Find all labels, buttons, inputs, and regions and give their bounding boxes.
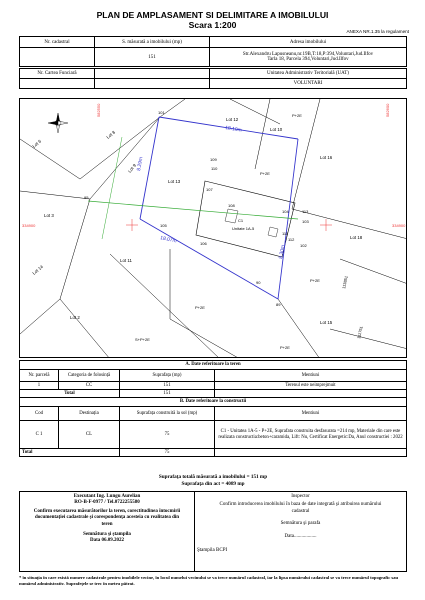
- a-h-suprafata: Suprafața (mp): [120, 370, 215, 382]
- scale-text: Scara 1:200: [188, 20, 237, 30]
- suprafata-value: 151: [95, 48, 210, 67]
- inspector-box: [195, 492, 407, 572]
- b-h-mentiuni: Mentiuni: [215, 407, 407, 421]
- pt-102: 102: [300, 243, 307, 248]
- b-total-empty: [215, 449, 407, 457]
- executant-confirm: Confirm executarea măsurătorilor la teren, corectitudinea întocmirii documentaţiei cadastrale şi corespondenţa acesteia cu realitatea din teren: [33, 508, 181, 527]
- lot-11: Lot 11: [120, 258, 132, 263]
- pt-104: 104: [282, 209, 289, 214]
- plan-svg: [20, 99, 407, 358]
- b-r1-mentiuni: C1 - Unitatea 1A-5 - P+2E, Suprafata construita desfasurata =214 mp, Materiale din care este realizata constructia:beton+caramida, Lift: Nu, Certificat Energetic:Da, Anul constructiei : 2022: [215, 421, 407, 449]
- coord-x1: 334900: [22, 223, 36, 228]
- sect-b-title: B. Date referitoare la constructii: [20, 398, 407, 407]
- lot-16: Lot 16: [320, 155, 333, 160]
- adresa-line2: Tarla 18, Parcela 394,Voluntari,Jud.Ilfov: [267, 57, 349, 62]
- nr-cadastral-value: [20, 48, 95, 67]
- cf-table: [19, 68, 407, 89]
- pt-107: 107: [206, 187, 213, 192]
- adresa-line1: Str.Alexandru Lapusneanu,nr.19B,T:18,P:394,Voluntari,Jud.Ilfov: [242, 52, 374, 57]
- executant-box: [20, 492, 195, 572]
- signature-table: [19, 491, 407, 572]
- cf-empty1: [20, 79, 95, 89]
- b-r1-cod: C 1: [20, 421, 59, 449]
- info-table: [19, 36, 407, 67]
- coord-y2: 582600: [385, 103, 390, 117]
- pt-105: 105: [160, 223, 167, 228]
- a-r1-mentiuni: Terenul este neimprejmuit: [215, 382, 407, 390]
- cf-empty2: [95, 79, 210, 89]
- pt-108: 108: [228, 203, 235, 208]
- pt-113: 113: [302, 209, 309, 214]
- site-plan: [19, 98, 407, 358]
- dim-left: 8.29m: [136, 156, 145, 172]
- lot-10: Lot 10: [270, 127, 283, 132]
- sect-a-title: A. Date referitoare la teren: [20, 361, 407, 370]
- lot-18: Lot 18: [350, 235, 363, 240]
- summary-line1: Suprafaţa totală măsurată a imobilului = 151 mp: [158, 474, 268, 480]
- lot-15: Lot 15: [320, 320, 333, 325]
- lot-6: Lot 6: [31, 138, 43, 149]
- p2e-4: S+P+2E: [135, 337, 150, 342]
- pt-106: 106: [200, 241, 207, 246]
- anexa-text: ANEXA NR.1.35 la regulament: [346, 29, 409, 34]
- p2e-2: P+2E: [195, 305, 205, 310]
- executant-title: Executant Ing. Lungu Aurelian: [73, 494, 141, 499]
- a-r1-parcela: 1: [20, 382, 59, 390]
- title-text: PLAN DE AMPLASAMENT SI DELIMITARE A IMOBILULUI: [96, 10, 329, 20]
- lot-13: Lot 13: [168, 179, 181, 184]
- lot-12: Lot 12: [226, 117, 239, 122]
- a-h-parcela: Nr. parcelă: [20, 370, 59, 382]
- cf-label: Nr. Cartea Funciară: [20, 69, 95, 79]
- nr-cadastral-label: Nr. cadastral: [20, 37, 95, 48]
- north-arrow-icon: [48, 113, 68, 133]
- inspector-sign: Semnătura şi parafa: [280, 521, 321, 527]
- p2e-5: P+2E: [280, 345, 290, 350]
- c1-label: C1: [238, 218, 244, 223]
- p2e-1: P+2E: [260, 171, 270, 176]
- executant-sign: Semnătura şi ştampila: [83, 532, 131, 538]
- coord-r1: 113851: [341, 275, 349, 290]
- pt-109: 109: [210, 157, 217, 162]
- dim-top: 18.10m: [224, 125, 243, 134]
- a-h-mentiuni: Mentiuni: [215, 370, 407, 382]
- b-h-suprafata: Suprafața construită la sol (mp): [120, 407, 215, 421]
- page-title: [0, 10, 425, 30]
- data-table: [19, 360, 407, 457]
- inspector-stamp: Ştampila BCPI: [197, 548, 228, 554]
- pt-101: 101: [158, 110, 165, 115]
- executant-ro: RO-B-F-0977 / Tel.0722255580: [74, 500, 140, 506]
- uat-value: VOLUNTARI: [210, 79, 407, 89]
- b-h-destinatia: Destinația: [59, 407, 120, 421]
- uat-label: Unitatea Administrativ Teritorială (UAT): [210, 69, 407, 79]
- pt-95: 95: [84, 195, 89, 200]
- a-total-empty: [215, 390, 407, 398]
- pt-112: 112: [288, 237, 295, 242]
- cf-value: [95, 69, 210, 79]
- lot-9: Lot 9: [126, 162, 138, 174]
- inspector-confirm: Confirm introducerea imobilului în baza de date integrată şi atribuirea numărului cadastral: [219, 502, 382, 514]
- pt-110: 110: [211, 166, 218, 171]
- a-r1-categorie: CC: [59, 382, 120, 390]
- coord-x2: 334900: [392, 223, 406, 228]
- inspector-title: Inspector: [291, 494, 310, 499]
- footnote: * în situaţia în care există numere cadastrale pentru imobilele vecine, în locul numelui vecinului se va trece numărul cadastral, iar la lipsa numărului cadastral se va trece numărul topografic sau numărul administrativ. Suprafeţele se trec în metru pătrat.: [19, 575, 399, 586]
- adresa-label: Adresa imobilului: [210, 37, 407, 48]
- a-total-label: Total: [20, 390, 120, 398]
- inspector-date: Data..................: [284, 533, 317, 539]
- b-total-value: 75: [120, 449, 215, 457]
- coord-r2: 111751: [356, 325, 364, 340]
- b-total-label: Total: [20, 449, 120, 457]
- c1-sub-label: Unitate 1A-5: [232, 226, 255, 231]
- b-r1-destinatia: CL: [59, 421, 120, 449]
- suprafata-label: S. măsurată a imobilului (mp): [95, 37, 210, 48]
- b-r1-suprafata: 75: [120, 421, 215, 449]
- p2e-6: P+2E: [292, 113, 302, 118]
- lot-14: Lot 14: [31, 264, 45, 276]
- a-r1-suprafata: 151: [120, 382, 215, 390]
- pt-90: 90: [256, 280, 261, 285]
- pt-89: 89: [276, 302, 281, 307]
- adresa-value: [210, 48, 407, 67]
- lot-3: Lot 3: [44, 213, 54, 218]
- pt-103: 103: [302, 219, 309, 224]
- summary: [19, 474, 407, 488]
- a-total-value: 151: [120, 390, 215, 398]
- lot-8: Lot 8: [105, 129, 117, 140]
- executant-date: Data 06.09.2022: [89, 538, 125, 544]
- a-h-categorie: Categoria de folosință: [59, 370, 120, 382]
- coord-y1: 582550: [96, 103, 101, 117]
- summary-line2: Suprafaţa din act = 4089 mp: [181, 481, 245, 487]
- lot-2: Lot 2: [70, 315, 80, 320]
- dim-right: 8.30m: [278, 244, 287, 260]
- p2e-3: P+2E: [310, 278, 320, 283]
- b-h-cod: Cod: [20, 407, 59, 421]
- pt-111: 111: [282, 231, 289, 236]
- dim-bottom: 18.07m: [159, 235, 178, 245]
